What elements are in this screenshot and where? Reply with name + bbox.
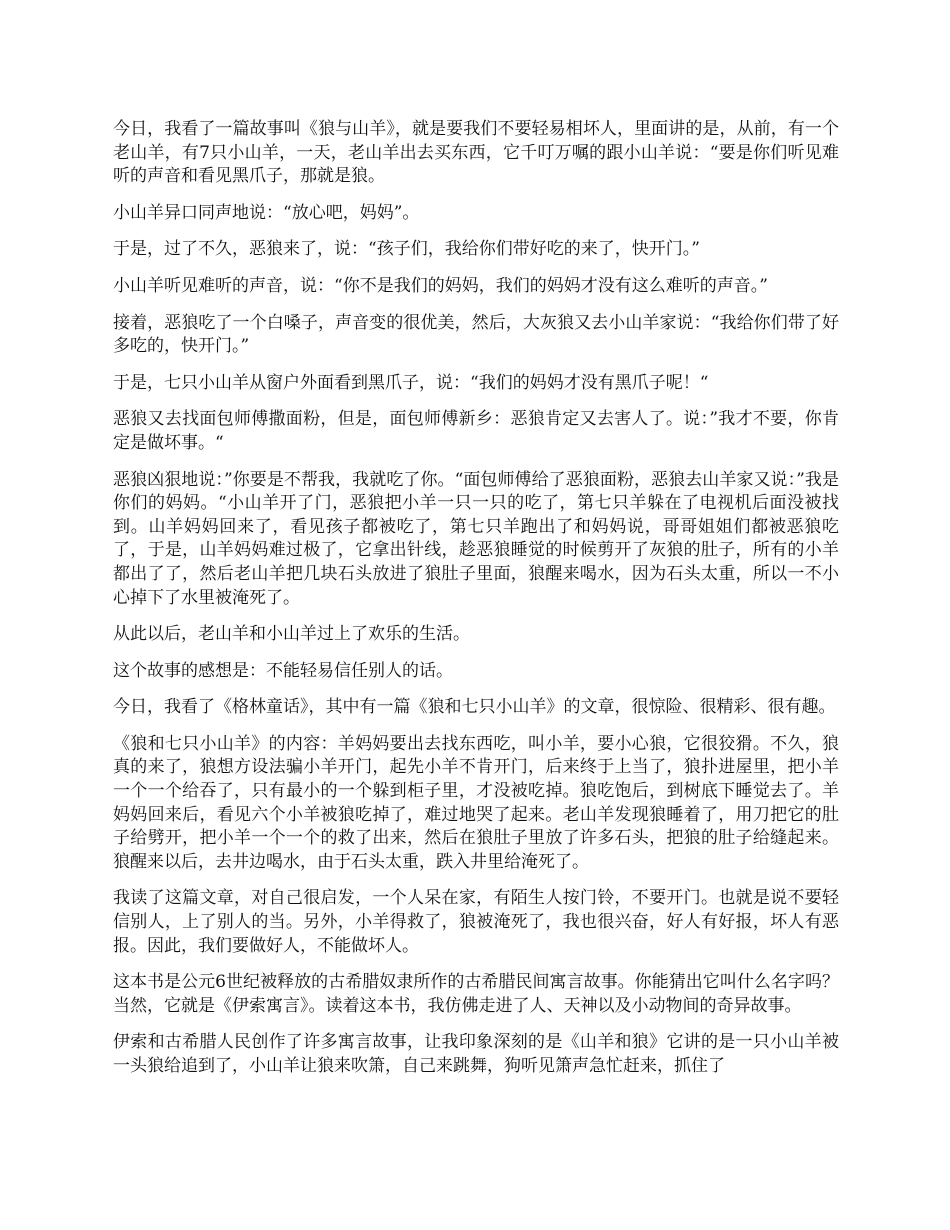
paragraph-4: 小山羊听见难听的声音，说：“你不是我们的妈妈，我们的妈妈才没有这么难听的声音。” bbox=[113, 275, 768, 296]
paragraph-8: 恶狼凶狠地说：”你要是不帮我，我就吃了你。“面包师傅给了恶狼面粉，恶狼去山羊家又说：”我是你们的妈妈。“小山羊开了门，恶狼把小羊一只一只的吃了，第七只羊躲在了电视机后面没被找到。山羊妈妈回来了，看见孩子都被吃了，第七只羊跑出了和妈妈说，哥哥姐姐们都被恶狼吃了，于是，山羊妈妈难过极了，它拿出针线，趁恶狼睡觉的时候剪开了灰狼的肚子，所有的小羊都出了了，然后老山羊把几块石头放进了狼肚子里面，狼醒来喝水，因为石头太重，所以一不小心掉下了水里被淹死了。 bbox=[113, 469, 839, 608]
paragraph-14: 这本书是公元6世纪被释放的古希腊奴隶所作的古希腊民间寓言故事。你能猜出它叫什么名字吗？当然，它就是《伊索寓言》。读着这本书，我仿佛走进了人、天神以及小动物间的奇异故事。 bbox=[113, 972, 839, 1016]
paragraph-13: 我读了这篇文章，对自己很启发，一个人呆在家，有陌生人按门铃，不要开门。也就是说不要轻信别人，上了别人的当。另外，小羊得救了，狼被淹死了，我也很兴奋，好人有好报，坏人有恶报。因此，我们要做好人，不能做坏人。 bbox=[113, 888, 839, 956]
paragraph-2: 小山羊异口同声地说：“放心吧，妈妈”。 bbox=[113, 202, 420, 223]
paragraph-11: 今日，我看了《格林童话》，其中有一篇《狼和七只小山羊》的文章，很惊险、很精彩、很有趣。 bbox=[113, 697, 836, 718]
paragraph-5: 接着，恶狼吃了一个白嗓子，声音变的很优美，然后，大灰狼又去小山羊家说：“我给你们带了好多吃的，快开门。” bbox=[113, 312, 839, 357]
paragraph-12: 《狼和七只小山羊》的内容：羊妈妈要出去找东西吃，叫小羊，要小心狼，它很狡猾。不久，狼真的来了，狼想方设法骗小羊开门，起先小羊不肯开门，后来终于上当了，狼扑进屋里，把小羊一个一个给吞了，只有最小的一个躲到柜子里，才没被吃掉。狼吃饱后，到树底下睡觉去了。羊妈妈回来后，看见六个小羊被狼吃掉了，难过地哭了起来。老山羊发现狼睡着了，用刀把它的肚子给劈开，把小羊一个一个的救了出来，然后在狼肚子里放了许多石头，把狼的肚子给缝起来。狼醒来以后，去井边喝水，由于石头太重，跌入井里给淹死了。 bbox=[113, 733, 839, 872]
paragraph-15: 伊索和古希腊人民创作了许多寓言故事，让我印象深刻的是《山羊和狼》它讲的是一只小山羊被一头狼给追到了，小山羊让狼来吹箫，自己来跳舞，狗听见箫声急忙赶来，抓住了 bbox=[113, 1032, 839, 1076]
paragraph-9: 从此以后，老山羊和小山羊过上了欢乐的生活。 bbox=[113, 624, 470, 645]
paragraph-1: 今日，我看了一篇故事叫《狼与山羊》，就是要我们不要轻易相坏人，里面讲的是，从前，有一个老山羊，有7只小山羊，一天，老山羊出去买东西，它千叮万嘱的跟小山羊说：“要是你们听见难听的声音和看见黑爪子，那就是狼。 bbox=[113, 119, 839, 187]
paragraph-6: 于是，七只小山羊从窗户外面看到黑爪子，说：“我们的妈妈才没有黑爪子呢！“ bbox=[113, 372, 709, 393]
paragraph-3: 于是，过了不久，恶狼来了，说：“孩子们，我给你们带好吃的来了，快开门。” bbox=[113, 239, 700, 260]
paragraph-10: 这个故事的感想是：不能轻易信任别人的话。 bbox=[113, 660, 453, 681]
document-body bbox=[113, 118, 839, 1092]
paragraph-7: 恶狼又去找面包师傅撒面粉，但是，面包师傅新乡：恶狼肯定又去害人了。说：”我才不要，你肯定是做坏事。“ bbox=[113, 409, 839, 453]
